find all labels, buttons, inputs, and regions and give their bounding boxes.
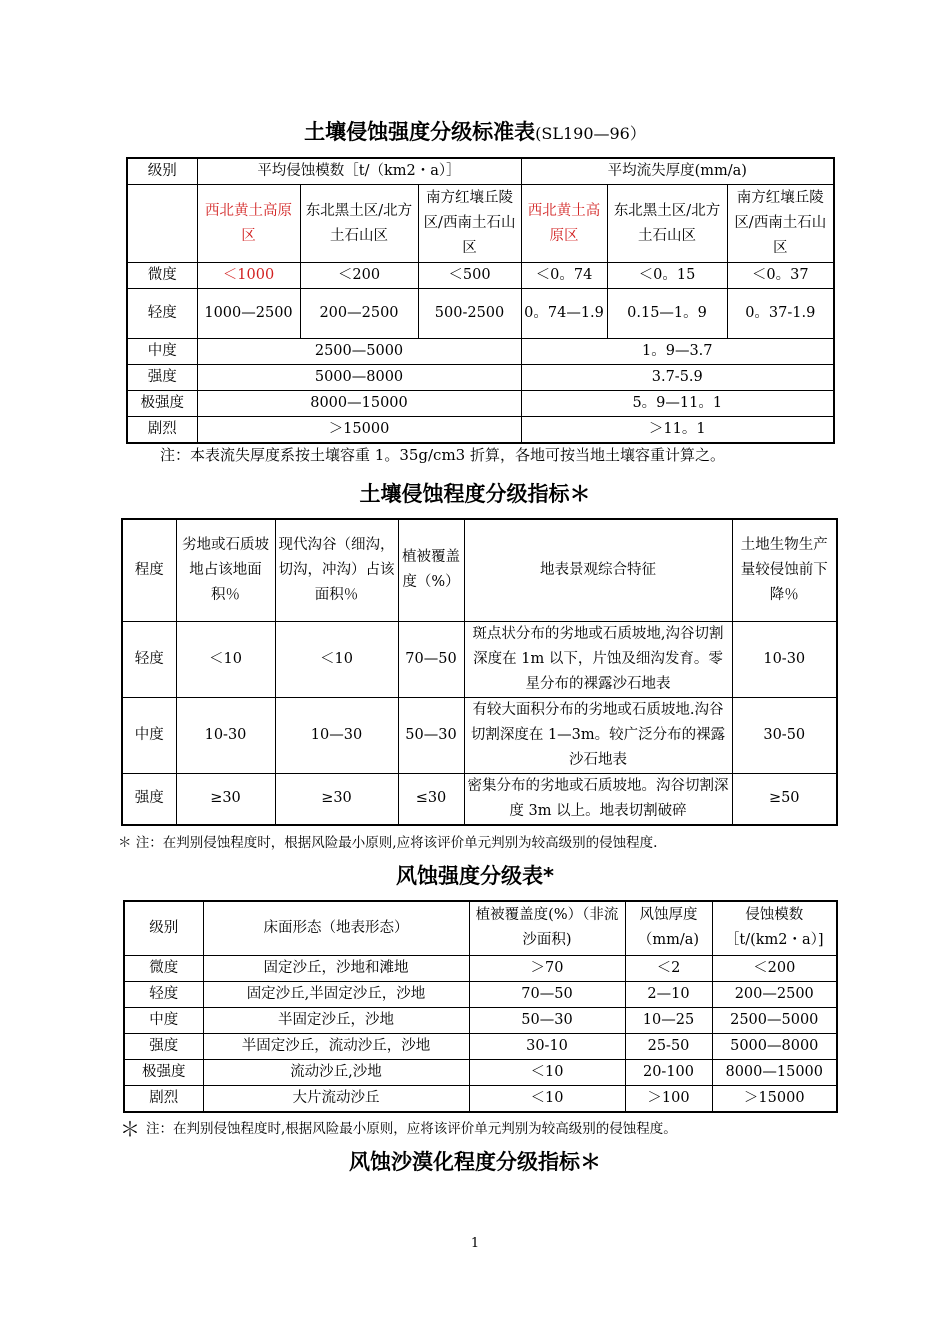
table3-cell: 大片流动沙丘 [203, 1085, 469, 1112]
table2-header-cell: 地表景观综合特征 [464, 519, 732, 621]
table2-cell: 50—30 [398, 697, 464, 773]
table2-header-cell: 土地生物生产量较侵蚀前下降％ [732, 519, 837, 621]
table2-cell: 70—50 [398, 621, 464, 697]
table1-header-level: 级别 [127, 158, 197, 185]
table3-cell: 微度 [124, 955, 203, 981]
table3-cell: 固定沙丘，沙地和滩地 [203, 955, 469, 981]
table1-cell: ＜200 [300, 263, 418, 289]
table1-cell: ＞11。1 [521, 417, 834, 444]
table1-cell: ＜0。15 [607, 263, 727, 289]
table3-cell: 2500—5000 [712, 1007, 837, 1033]
table2-cell: 强度 [122, 773, 176, 825]
table3-cell: 强度 [124, 1033, 203, 1059]
table-row [122, 621, 837, 697]
table1-cell: 2500—5000 [197, 339, 521, 365]
table-row [127, 391, 834, 417]
table-row [124, 1033, 837, 1059]
table1-row-level: 轻度 [127, 289, 197, 339]
table2-note: ＊ 注：在判别侵蚀程度时，根据风险最小原则,应将该评价单元判别为较高级别的侵蚀程度. [118, 835, 658, 851]
table1-cell: 0。74—1.9 [521, 289, 607, 339]
table3-header-cell: 风蚀厚度（mm/a) [625, 901, 712, 955]
table3-cell: 8000—15000 [712, 1059, 837, 1085]
table-row [127, 263, 834, 289]
table3-cell: 10—25 [625, 1007, 712, 1033]
table2-cell: 10-30 [176, 697, 275, 773]
table1-note: 注：本表流失厚度系按土壤容重 1。35g/cm3 折算，各地可按当地土壤容重计算之。 [160, 446, 725, 464]
table2-cell: ≥30 [275, 773, 398, 825]
table1-cell: ＜0。74 [521, 263, 607, 289]
table1-cell: 5。9—11。1 [521, 391, 834, 417]
table-row [124, 1007, 837, 1033]
table1-region-cell: 东北黑土区/北方土石山区 [300, 185, 418, 263]
table1-cell: 0。37-1.9 [727, 289, 834, 339]
table1-cell: ＜1000 [197, 263, 300, 289]
table3-cell: 固定沙丘,半固定沙丘，沙地 [203, 981, 469, 1007]
table3-cell: 20-100 [625, 1059, 712, 1085]
table2-cell: 中度 [122, 697, 176, 773]
table2-header-cell: 植被覆盖度（%） [398, 519, 464, 621]
table1-cell: 5000—8000 [197, 365, 521, 391]
table3-cell: 50—30 [469, 1007, 625, 1033]
table2-cell: ＜10 [275, 621, 398, 697]
table3-cell: ＜10 [469, 1085, 625, 1112]
table1-cell: 3.7-5.9 [521, 365, 834, 391]
table3-cell: ＞70 [469, 955, 625, 981]
erosion-degree-table [121, 518, 838, 826]
table-row [127, 417, 834, 444]
table-row [122, 773, 837, 825]
table3-title: 风蚀强度分级表* [396, 864, 554, 888]
table3-note-star: ＊ [120, 1117, 140, 1141]
table3-header-cell: 植被覆盖度(%）（非流沙面积) [469, 901, 625, 955]
table2-cell: 30-50 [732, 697, 837, 773]
table1-title-text: 土壤侵蚀强度分级标准表 [304, 120, 536, 144]
table1-empty-cell [127, 185, 197, 263]
table3-header-cell: 床面形态（地表形态） [203, 901, 469, 955]
table-row [127, 339, 834, 365]
table-row [127, 289, 834, 339]
table1-cell: 1。9—3.7 [521, 339, 834, 365]
table2-cell: ≤30 [398, 773, 464, 825]
table3-note: 注：在判别侵蚀程度时,根据风险最小原则，应将该评价单元判别为较高级别的侵蚀程度。 [146, 1121, 677, 1137]
table3-cell: 半固定沙丘，沙地 [203, 1007, 469, 1033]
table3-cell: 30-10 [469, 1033, 625, 1059]
table3-cell: ＞15000 [712, 1085, 837, 1112]
table1-cell: 8000—15000 [197, 391, 521, 417]
table-row [124, 1085, 837, 1112]
table3-cell: 2—10 [625, 981, 712, 1007]
table1-region-cell: 西北黄土高原区 [197, 185, 300, 263]
table2-cell: 轻度 [122, 621, 176, 697]
table3-cell: ＞100 [625, 1085, 712, 1112]
table1-title-suffix: (SL190—96） [535, 124, 646, 143]
table1-row-level: 剧烈 [127, 417, 197, 444]
table1-region-cell: 西北黄土高原区 [521, 185, 607, 263]
wind-erosion-table [123, 900, 838, 1113]
table2-title: 土壤侵蚀程度分级指标＊ [359, 482, 591, 506]
table1-region-cell: 南方红壤丘陵区/西南土石山区 [418, 185, 521, 263]
table3-cell: ＜200 [712, 955, 837, 981]
table2-cell: 斑点状分布的劣地或石质坡地,沟谷切割深度在 1m 以下，片蚀及细沟发育。零星分布的裸露沙石地表 [464, 621, 732, 697]
table3-cell: 极强度 [124, 1059, 203, 1085]
table1-row-level: 微度 [127, 263, 197, 289]
table3-header-cell: 级别 [124, 901, 203, 955]
page-number: 1 [470, 1236, 480, 1251]
table1-row-level: 强度 [127, 365, 197, 391]
table2-header-cell: 劣地或石质坡地占该地面积％ [176, 519, 275, 621]
table3-cell: 25-50 [625, 1033, 712, 1059]
table1-header-modulus: 平均侵蚀模数［t/（km2・a）］ [197, 158, 521, 185]
table1-row-level: 中度 [127, 339, 197, 365]
section4-title: 风蚀沙漠化程度分级指标＊ [349, 1150, 601, 1174]
table-row [124, 1059, 837, 1085]
table2-cell: 密集分布的劣地或石质坡地。沟谷切割深度 3m 以上。地表切割破碎 [464, 773, 732, 825]
table-row [124, 981, 837, 1007]
table3-cell: 200—2500 [712, 981, 837, 1007]
table2-header-cell: 现代沟谷（细沟，切沟，冲沟）占该面积％ [275, 519, 398, 621]
table1-row-level: 极强度 [127, 391, 197, 417]
table3-cell: 5000—8000 [712, 1033, 837, 1059]
table1-cell: 500-2500 [418, 289, 521, 339]
table3-cell: 70—50 [469, 981, 625, 1007]
table2-cell: ≥50 [732, 773, 837, 825]
table2-cell: 有较大面积分布的劣地或石质坡地.沟谷切割深度在 1—3m。较广泛分布的裸露沙石地表 [464, 697, 732, 773]
table1-region-cell: 南方红壤丘陵区/西南土石山区 [727, 185, 834, 263]
table2-cell: 10—30 [275, 697, 398, 773]
table1-cell: 1000—2500 [197, 289, 300, 339]
table-row [122, 697, 837, 773]
table3-cell: ＜2 [625, 955, 712, 981]
table1-header-thickness: 平均流失厚度(mm/a) [521, 158, 834, 185]
table2-cell: ≥30 [176, 773, 275, 825]
table1-cell: 200—2500 [300, 289, 418, 339]
erosion-intensity-table [126, 157, 835, 444]
table3-cell: 流动沙丘,沙地 [203, 1059, 469, 1085]
table1-region-cell: 东北黑土区/北方土石山区 [607, 185, 727, 263]
table3-cell: ＜10 [469, 1059, 625, 1085]
table1-title [0, 116, 950, 146]
table3-cell: 中度 [124, 1007, 203, 1033]
table2-cell: 10-30 [732, 621, 837, 697]
table-row [124, 955, 837, 981]
table1-cell: 0.15—1。9 [607, 289, 727, 339]
table2-cell: ＜10 [176, 621, 275, 697]
table-row [127, 365, 834, 391]
table1-cell: ＜500 [418, 263, 521, 289]
table3-header-cell: 侵蚀模数［t/(km2・a）] [712, 901, 837, 955]
table1-cell: ＜0。37 [727, 263, 834, 289]
table3-cell: 半固定沙丘，流动沙丘，沙地 [203, 1033, 469, 1059]
table3-cell: 剧烈 [124, 1085, 203, 1112]
table2-header-cell: 程度 [122, 519, 176, 621]
table3-cell: 轻度 [124, 981, 203, 1007]
table1-cell: ＞15000 [197, 417, 521, 444]
